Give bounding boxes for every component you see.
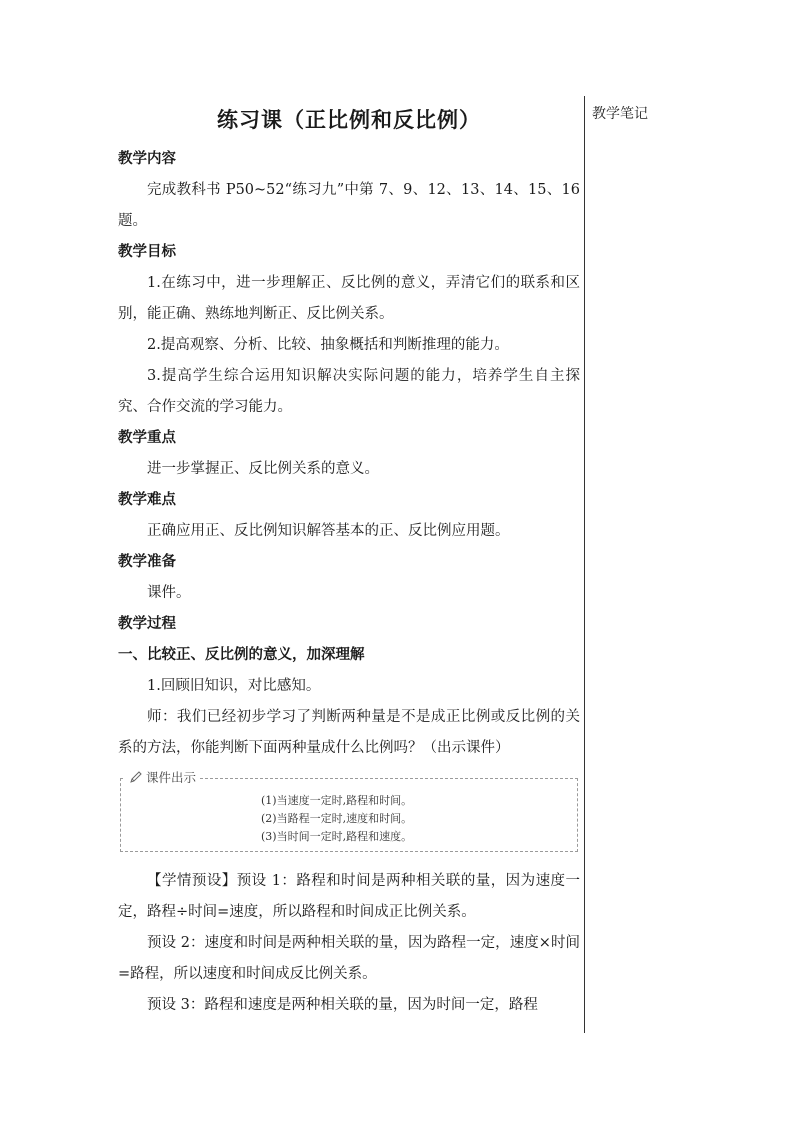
main-column: [118, 96, 580, 1021]
preset-1: 【学情预设】预设 1：路程和时间是两种相关联的量，因为速度一定，路程÷时间=速度，所以路程和时间成正比例关系。: [118, 873, 580, 920]
goal-item-2: 2.提高观察、分析、比较、抽象概括和判断推理的能力。: [147, 337, 509, 353]
pencil-icon: [129, 770, 143, 784]
content-text: 完成教科书 P50~52“练习九”中第 7、9、12、13、14、15、16 题。: [118, 182, 580, 229]
key-points-text: 进一步掌握正、反比例关系的意义。: [147, 461, 379, 477]
page-title: 练习课（正比例和反比例）: [217, 108, 481, 132]
courseware-box: [120, 770, 578, 852]
courseware-tab: [125, 768, 200, 786]
section-heading-key-points: 教学重点: [118, 430, 176, 446]
section-heading-process: 教学过程: [118, 616, 176, 632]
process-step-1: 1.回顾旧知识，对比感知。: [147, 678, 321, 694]
difficulties-text: 正确应用正、反比例知识解答基本的正、反比例应用题。: [147, 523, 510, 539]
courseware-line-2: (2)当路程一定时,速度和时间。: [261, 812, 413, 825]
notes-column-divider: [584, 96, 585, 1033]
teacher-question: 师：我们已经初步学习了判断两种量是不是成正比例或反比例的关系的方法，你能判断下面两种量成什么比例吗？（出示课件）: [118, 709, 580, 756]
section-heading-goals: 教学目标: [118, 244, 176, 260]
courseware-line-1: (1)当速度一定时,路程和时间。: [261, 794, 413, 807]
goal-item-3: 3.提高学生综合运用知识解决实际问题的能力，培养学生自主探究、合作交流的学习能力。: [118, 368, 580, 415]
process-subheading: 一、比较正、反比例的意义，加深理解: [118, 647, 365, 663]
courseware-label: 课件出示: [146, 770, 197, 785]
section-heading-content: 教学内容: [118, 151, 176, 167]
preset-2: 预设 2：速度和时间是两种相关联的量，因为路程一定，速度×时间=路程，所以速度和时间成反比例关系。: [118, 935, 580, 982]
courseware-line-3: (3)当时间一定时,路程和速度。: [261, 830, 413, 843]
teaching-notes-label: 教学笔记: [592, 106, 648, 122]
preset-3: 预设 3：路程和速度是两种相关联的量，因为时间一定，路程: [147, 997, 538, 1013]
section-heading-preparation: 教学准备: [118, 554, 176, 570]
goal-item-1: 1.在练习中，进一步理解正、反比例的意义，弄清它们的联系和区别，能正确、熟练地判断正、反比例关系。: [118, 275, 580, 322]
courseware-lines: [261, 792, 412, 846]
preparation-text: 课件。: [147, 585, 191, 601]
section-heading-difficulties: 教学难点: [118, 492, 176, 508]
